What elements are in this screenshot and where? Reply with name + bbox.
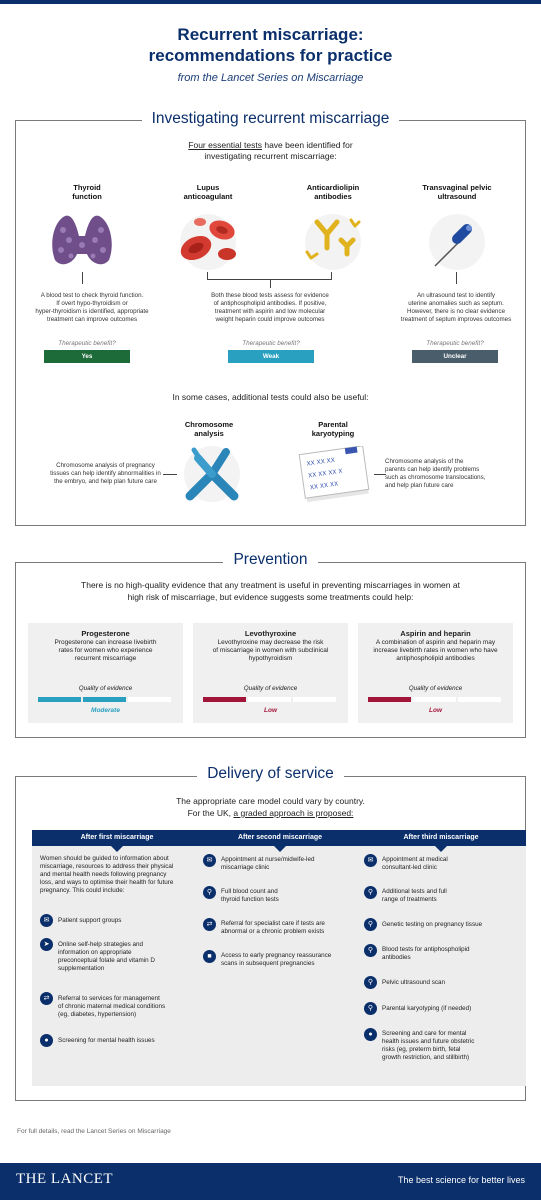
treatment-description: Levothyroxine may decrease the risk of miscarriage in women with subclinical hypothyroidism (212, 639, 329, 662)
test-label-chromosome: Chromosome analysis (184, 420, 234, 438)
prevention-card-progesterone (28, 623, 183, 723)
referral-icon: ⇄ (203, 918, 216, 931)
quality-value: Low (429, 707, 442, 714)
prevention-card-aspirin-heparin (358, 623, 513, 723)
lock-icon: ■ (203, 950, 216, 963)
footer-note: For full details, read the Lancet Series on Miscarriage (17, 1128, 171, 1135)
benefit-label-thyroid: Therapeutic benefit? (58, 340, 116, 347)
care-column-second: After second miscarriage ✉ Appointment at nurse/midwife-led miscarriage clinic ⚲ Full blood count and thyroid function tests ⇄ Referral for specialist care if tests are abnormal or a chronic problem exists ■ Access to early pregnancy reassurance scans in subsequent pregnancies (195, 830, 365, 1086)
treatment-name: Aspirin and heparin (400, 629, 471, 638)
care-column-first: After first miscarriage Women should be guided to information about miscarriage, resources to address their physical and mental health needs following pregnancy loss, and ways to optimise their health for future pregnancy. This could include: ✉ Patient support groups ➤ Online self-help strategies and information on appropriate preconceptual folate and vitamin D supplementation ⇄ Referral to services for management of chronic maternal medical conditions (eg, diabetes, hypertension) ● Screening for mental health issues (32, 830, 202, 1086)
description-thyroid: A blood test to check thyroid function. If overt hypo-thyroidism or hyper-thyroidism is identified, appropriate treatment can improve outcomes (35, 292, 149, 323)
magnifier-icon: ⚲ (364, 944, 377, 957)
test-label-lupus: Lupus anticoagulant (183, 183, 233, 201)
test-label-karyotyping: Parental karyotyping (311, 420, 355, 438)
connector-thyroid (82, 272, 83, 284)
bracket-blood-tests (207, 272, 332, 280)
top-accent-bar (0, 0, 541, 4)
quality-bar-segment-1 (368, 697, 411, 702)
quality-bar-segment-2 (83, 697, 126, 702)
quality-bar-segment-1 (38, 697, 81, 702)
chromosome-icon (176, 440, 248, 504)
quality-bar-segment-2 (413, 697, 456, 702)
chat-icon: ✉ (364, 854, 377, 867)
description-karyotyping: Chromosome analysis of the parents can help identify problems such as chromosome translocations, and help plan future care (385, 458, 486, 489)
benefit-badge-unclear: Unclear (412, 350, 498, 363)
prevention-intro-line1: There is no high-quality evidence that any treatment is useful in preventing miscarriages in women at (81, 580, 460, 590)
additional-tests-intro: In some cases, additional tests could also be useful: (172, 392, 369, 402)
test-label-ultrasound: Transvaginal pelvic ultrasound (422, 183, 492, 201)
treatment-description: Progesterone can increase livebirth rates for women who experience recurrent miscarriage (54, 639, 157, 662)
thyroid-icon (47, 210, 117, 270)
description-ultrasound: An ultrasound test to identify uterine anomalies such as septum. However, there is no clear evidence treatment of septum improves outcomes (400, 292, 512, 323)
svg-text:XX XX XX: XX XX XX (309, 480, 339, 492)
benefit-badge-weak: Weak (228, 350, 314, 363)
benefit-label-ultrasound: Therapeutic benefit? (426, 340, 484, 347)
delivery-intro-line2: For the UK, a graded approach is proposed: (187, 808, 354, 818)
test-label-anticardiolipin: Anticardiolipin antibodies (306, 183, 360, 201)
antibodies-icon (297, 208, 369, 272)
description-blood-tests: Both these blood tests assess for evidence of antiphospholipid antibodies. If positive, treatment with aspirin and low molecular weight heparin could improve outcomes (211, 292, 329, 323)
quality-value: Low (264, 707, 277, 714)
quality-label: Quality of evidence (408, 685, 463, 692)
footer-tagline: The best science for better lives (397, 1175, 525, 1185)
magnifier-icon: ⚲ (203, 886, 216, 899)
head-icon: ● (40, 1034, 53, 1047)
cursor-click-icon: ➤ (40, 938, 53, 951)
care-column-heading: After third miscarriage (356, 830, 526, 846)
treatment-name: Levothyroxine (244, 629, 297, 638)
care-column-heading: After first miscarriage (32, 830, 202, 846)
treatment-name: Progesterone (81, 629, 130, 638)
quality-value: Moderate (91, 707, 120, 714)
quality-bar-segment-3 (458, 697, 501, 702)
care-column-heading: After second miscarriage (195, 830, 365, 846)
prevention-intro-line2: high risk of miscarriage, but evidence suggests some treatments could help: (127, 592, 414, 602)
benefit-label-blood-tests: Therapeutic benefit? (242, 340, 300, 347)
magnifier-icon: ⚲ (364, 976, 377, 989)
investigating-intro: Four essential tests have been identified for (188, 140, 353, 150)
quality-label: Quality of evidence (78, 685, 133, 692)
karyotype-sheet-icon (298, 446, 374, 502)
investigating-title: Investigating recurrent miscarriage (0, 110, 541, 128)
referral-icon: ⇄ (40, 992, 53, 1005)
connector-ultrasound (456, 272, 457, 284)
magnifier-icon: ⚲ (364, 1002, 377, 1015)
delivery-intro-line1: The appropriate care model could vary by country. (176, 796, 365, 806)
connector-chromosome (163, 474, 177, 475)
care-column-third: After third miscarriage ✉ Appointment at medical consultant-led clinic ⚲ Additional tests and full range of treatments ⚲ Genetic testing on pregnancy tissue ⚲ Blood tests for antiphospholipid antibodies ⚲ Pelvic ultrasound scan ⚲ Parental karyotyping (if needed) ● Screening and care for mental health issues and future obstetric risks (eg, preterm birth, fetal growth restriction, and stillbirth) (356, 830, 526, 1086)
quality-bar-segment-3 (128, 697, 171, 702)
page-title-line1: Recurrent miscarriage: (177, 25, 364, 44)
treatment-description: A combination of aspirin and heparin may increase livebirth rates in women who have antiphospholipid antibodies (373, 639, 498, 662)
svg-text:XX XX XX: XX XX XX (306, 456, 336, 468)
prevention-title: Prevention (0, 551, 541, 569)
svg-text:XX XX XX X: XX XX XX X (307, 467, 343, 480)
delivery-title: Delivery of service (0, 765, 541, 783)
page-subtitle: from the Lancet Series on Miscarriage (177, 72, 364, 84)
page-title-line2: recommendations for practice (148, 46, 393, 65)
quality-bar-segment-3 (293, 697, 336, 702)
quality-bar-segment-1 (203, 697, 246, 702)
head-icon: ● (364, 1028, 377, 1041)
chat-icon: ✉ (203, 854, 216, 867)
magnifier-icon: ⚲ (364, 918, 377, 931)
benefit-badge-yes: Yes (44, 350, 130, 363)
care-column-intro: Women should be guided to information about miscarriage, resources to address their physical and mental health needs following pregnancy loss, and ways to optimise their health for future pregnancy. This could include: (40, 855, 174, 894)
quality-bar-segment-2 (248, 697, 291, 702)
prevention-card-levothyroxine (193, 623, 348, 723)
investigating-intro-line2: investigating recurrent miscarriage: (204, 151, 337, 161)
chat-icon: ✉ (40, 914, 53, 927)
red-blood-cells-icon (172, 208, 244, 272)
ultrasound-probe-icon (421, 208, 493, 272)
magnifier-icon: ⚲ (364, 886, 377, 899)
description-chromosome: Chromosome analysis of pregnancy tissues can help identify abnormalities in the embryo, and help plan future care (50, 462, 161, 485)
quality-label: Quality of evidence (243, 685, 298, 692)
test-label-thyroid: Thyroid function (72, 183, 102, 201)
lancet-logo: THE LANCET (16, 1171, 114, 1187)
connector-blood-tests (270, 280, 271, 288)
